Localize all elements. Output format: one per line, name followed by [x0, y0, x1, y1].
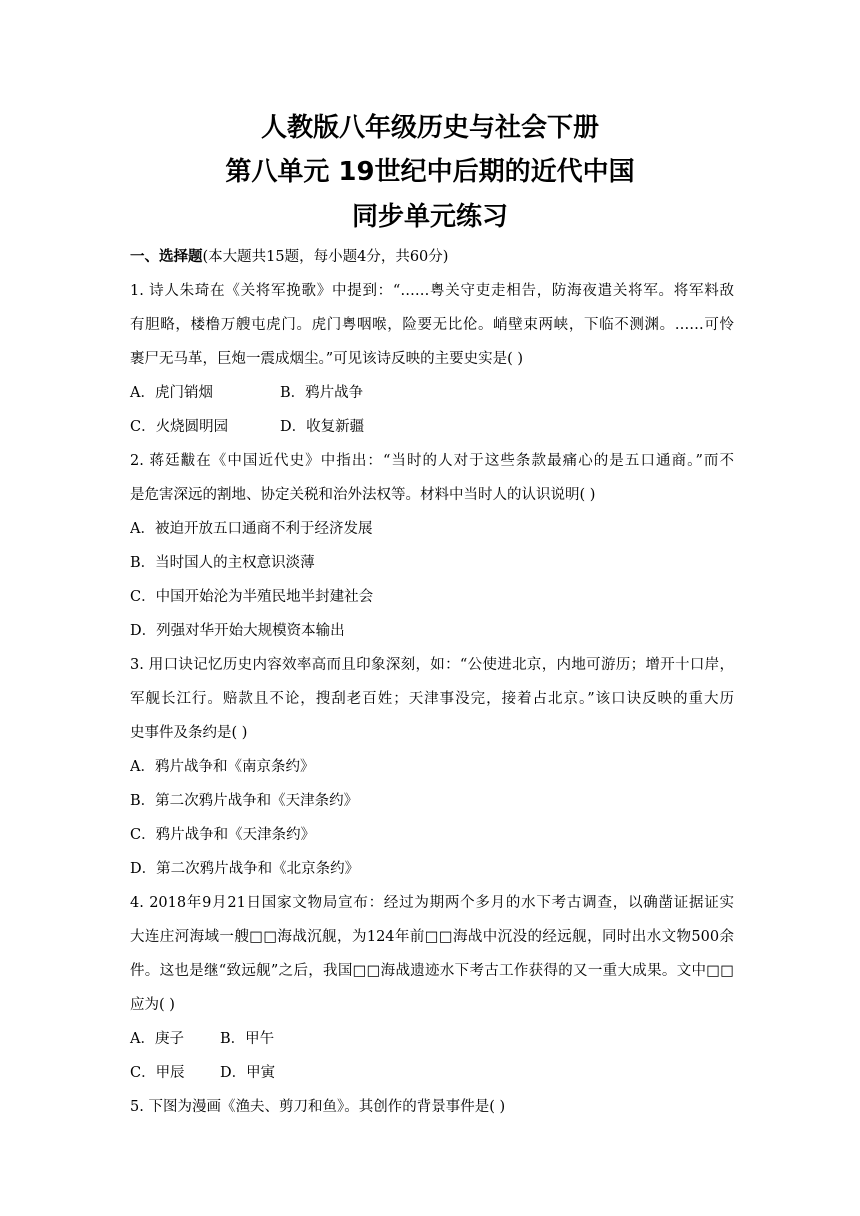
question-3-line-3: 史事件及条约是( ) — [130, 725, 248, 741]
question-3-option-d: D．第二次鸦片战争和《北京条约》 — [130, 861, 360, 877]
question-4-line-4: 应为( ) — [130, 997, 175, 1013]
question-3-option-b: B．第二次鸦片战争和《天津条约》 — [130, 793, 359, 809]
document-title: 人教版八年级历史与社会下册 — [260, 113, 599, 143]
question-2-option-c: C．中国开始沦为半殖民地半封建社会 — [130, 589, 374, 605]
question-1-line-1: 1. 诗人朱琦在《关将军挽歌》中提到：“……粤关守吏走相告，防海夜遣关将军。将军料敌 — [130, 283, 734, 299]
option-a: A．庚子 — [130, 1031, 184, 1047]
question-3-line-1: 3. 用口诀记忆历史内容效率高而且印象深刻，如：“公使进北京，内地可游历；增开十口岸， — [130, 657, 734, 673]
option-b: B．鸦片战争 — [280, 385, 364, 401]
question-1-options-row-1 — [130, 376, 734, 410]
option-d: D．甲寅 — [220, 1065, 276, 1081]
question-1-options-row-2 — [130, 410, 734, 444]
question-4-line-1: 4. 2018年9月21日国家文物局宣布：经过为期两个多月的水下考古调查，以确凿证据证实 — [130, 895, 734, 911]
question-4-options-row-2 — [130, 1056, 734, 1090]
section-info: (本大题共15题，每小题4分，共60分) — [202, 249, 449, 265]
option-c: C．火烧圆明园 — [130, 419, 229, 435]
question-2-option-d: D．列强对华开始大规模资本输出 — [130, 623, 345, 639]
option-a: A．虎门销烟 — [130, 385, 213, 401]
section-label: 一、选择题 — [130, 249, 203, 265]
question-4-line-3: 件。这也是继“致远舰”之后，我国□□海战遗迹水下考古工作获得的又一重大成果。文中□□ — [130, 963, 734, 979]
question-4-line-2: 大连庄河海域一艘□□海战沉舰，为124年前□□海战中沉没的经远舰，同时出水文物500余 — [130, 929, 734, 945]
question-4-options-row-1 — [130, 1022, 734, 1056]
question-3-line-2: 军舰长江行。赔款且不论，搜刮老百姓；天津事没完，接着占北京。”该口诀反映的重大历 — [130, 691, 734, 707]
question-3-option-a: A．鸦片战争和《南京条约》 — [130, 759, 315, 775]
question-2-option-a: A．被迫开放五口通商不利于经济发展 — [130, 521, 373, 537]
option-b: B．甲午 — [220, 1031, 275, 1047]
question-list — [130, 240, 734, 1124]
option-d: D．收复新疆 — [280, 419, 365, 435]
question-1-line-2: 有胆略，楼橹万艘屯虎门。虎门粤咽喉，险要无比伦。峭壁束两峡，下临不测渊。……可怜 — [130, 317, 734, 333]
option-c: C．甲辰 — [130, 1065, 185, 1081]
question-1-line-3: 裹尸无马革，巨炮一震成烟尘。”可见该诗反映的主要史实是( ) — [130, 351, 524, 367]
question-2-line-2: 是危害深远的割地、协定关税和治外法权等。材料中当时人的认识说明( ) — [130, 487, 596, 503]
question-3-option-c: C．鸦片战争和《天津条约》 — [130, 827, 316, 843]
unit-title: 第八单元 19世纪中后期的近代中国 — [225, 157, 635, 187]
exercise-title: 同步单元练习 — [351, 202, 508, 232]
question-5-line-1: 5. 下图为漫画《渔夫、剪刀和鱼》。其创作的背景事件是( ) — [130, 1099, 506, 1115]
question-2-line-1: 2. 蒋廷黻在《中国近代史》中指出：“当时的人对于这些条款最痛心的是五口通商。”而不 — [130, 453, 734, 469]
section-heading — [130, 240, 734, 274]
question-2-option-b: B．当时国人的主权意识淡薄 — [130, 555, 315, 571]
